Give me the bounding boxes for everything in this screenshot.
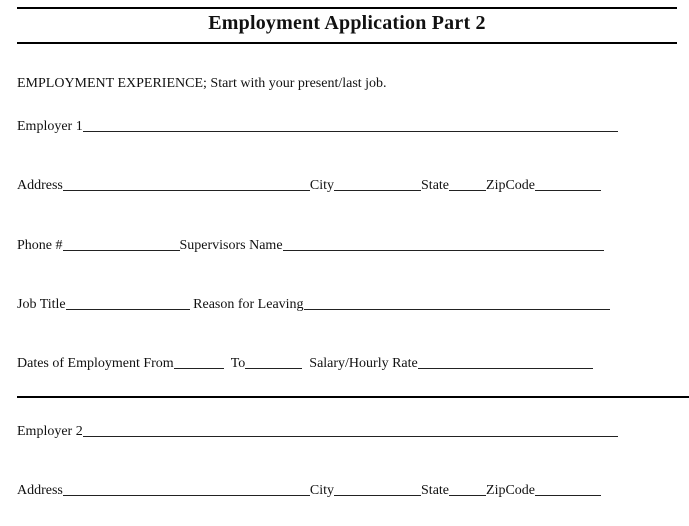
employer2-zip-field[interactable] [535,481,601,496]
employer1-label: Employer 1 [17,119,83,134]
employer2-label: Employer 2 [17,424,83,439]
employer1-job-row [17,295,610,313]
employer1-phone-field[interactable] [63,236,180,251]
employer1-reason-label: Reason for Leaving [193,297,304,312]
employer2-city-label: City [309,483,335,498]
employer1-salary-label: Salary/Hourly Rate [309,356,418,371]
intro-text: EMPLOYMENT EXPERIENCE; Start with your present/last job. [17,76,387,91]
top-rule [17,7,677,9]
employer1-city-label: City [309,178,335,193]
employer1-state-label: State [421,178,450,193]
employer2-name-field[interactable] [83,422,618,437]
section-divider [17,396,689,398]
employer1-supervisor-label: Supervisors Name [179,238,283,253]
employer1-phone-label: Phone # [17,238,63,253]
employer2-address-label: Address [17,483,63,498]
employer1-dates-from-field[interactable] [174,354,224,369]
employer1-state-field[interactable] [449,176,486,191]
employer1-row [17,117,618,135]
employer1-address-label: Address [17,178,63,193]
employer1-job-title-label: Job Title [17,297,66,312]
employer1-supervisor-field[interactable] [283,236,604,251]
page-title: Employment Application Part 2 [208,12,486,34]
employer2-row [17,422,618,440]
employer1-dates-row [17,354,593,372]
employer1-address-field[interactable] [63,176,310,191]
employer1-dates-to-field[interactable] [245,354,302,369]
employer2-state-field[interactable] [449,481,486,496]
employer1-address-row [17,176,601,194]
employer2-address-field[interactable] [63,481,310,496]
employer1-salary-field[interactable] [418,354,593,369]
employer1-zip-label: ZipCode [486,178,536,193]
employer1-job-title-field[interactable] [66,295,190,310]
title-underline [17,42,677,44]
employer1-reason-field[interactable] [304,295,610,310]
employer1-dates-from-label: Dates of Employment From [17,356,174,371]
employer2-zip-label: ZipCode [486,483,536,498]
employer1-phone-row [17,236,604,254]
employer1-to-label: To [230,356,246,371]
employer1-name-field[interactable] [83,117,618,132]
employer1-city-field[interactable] [334,176,421,191]
employer2-address-row [17,481,601,499]
employer1-zip-field[interactable] [535,176,601,191]
employer2-state-label: State [421,483,450,498]
employer2-city-field[interactable] [334,481,421,496]
